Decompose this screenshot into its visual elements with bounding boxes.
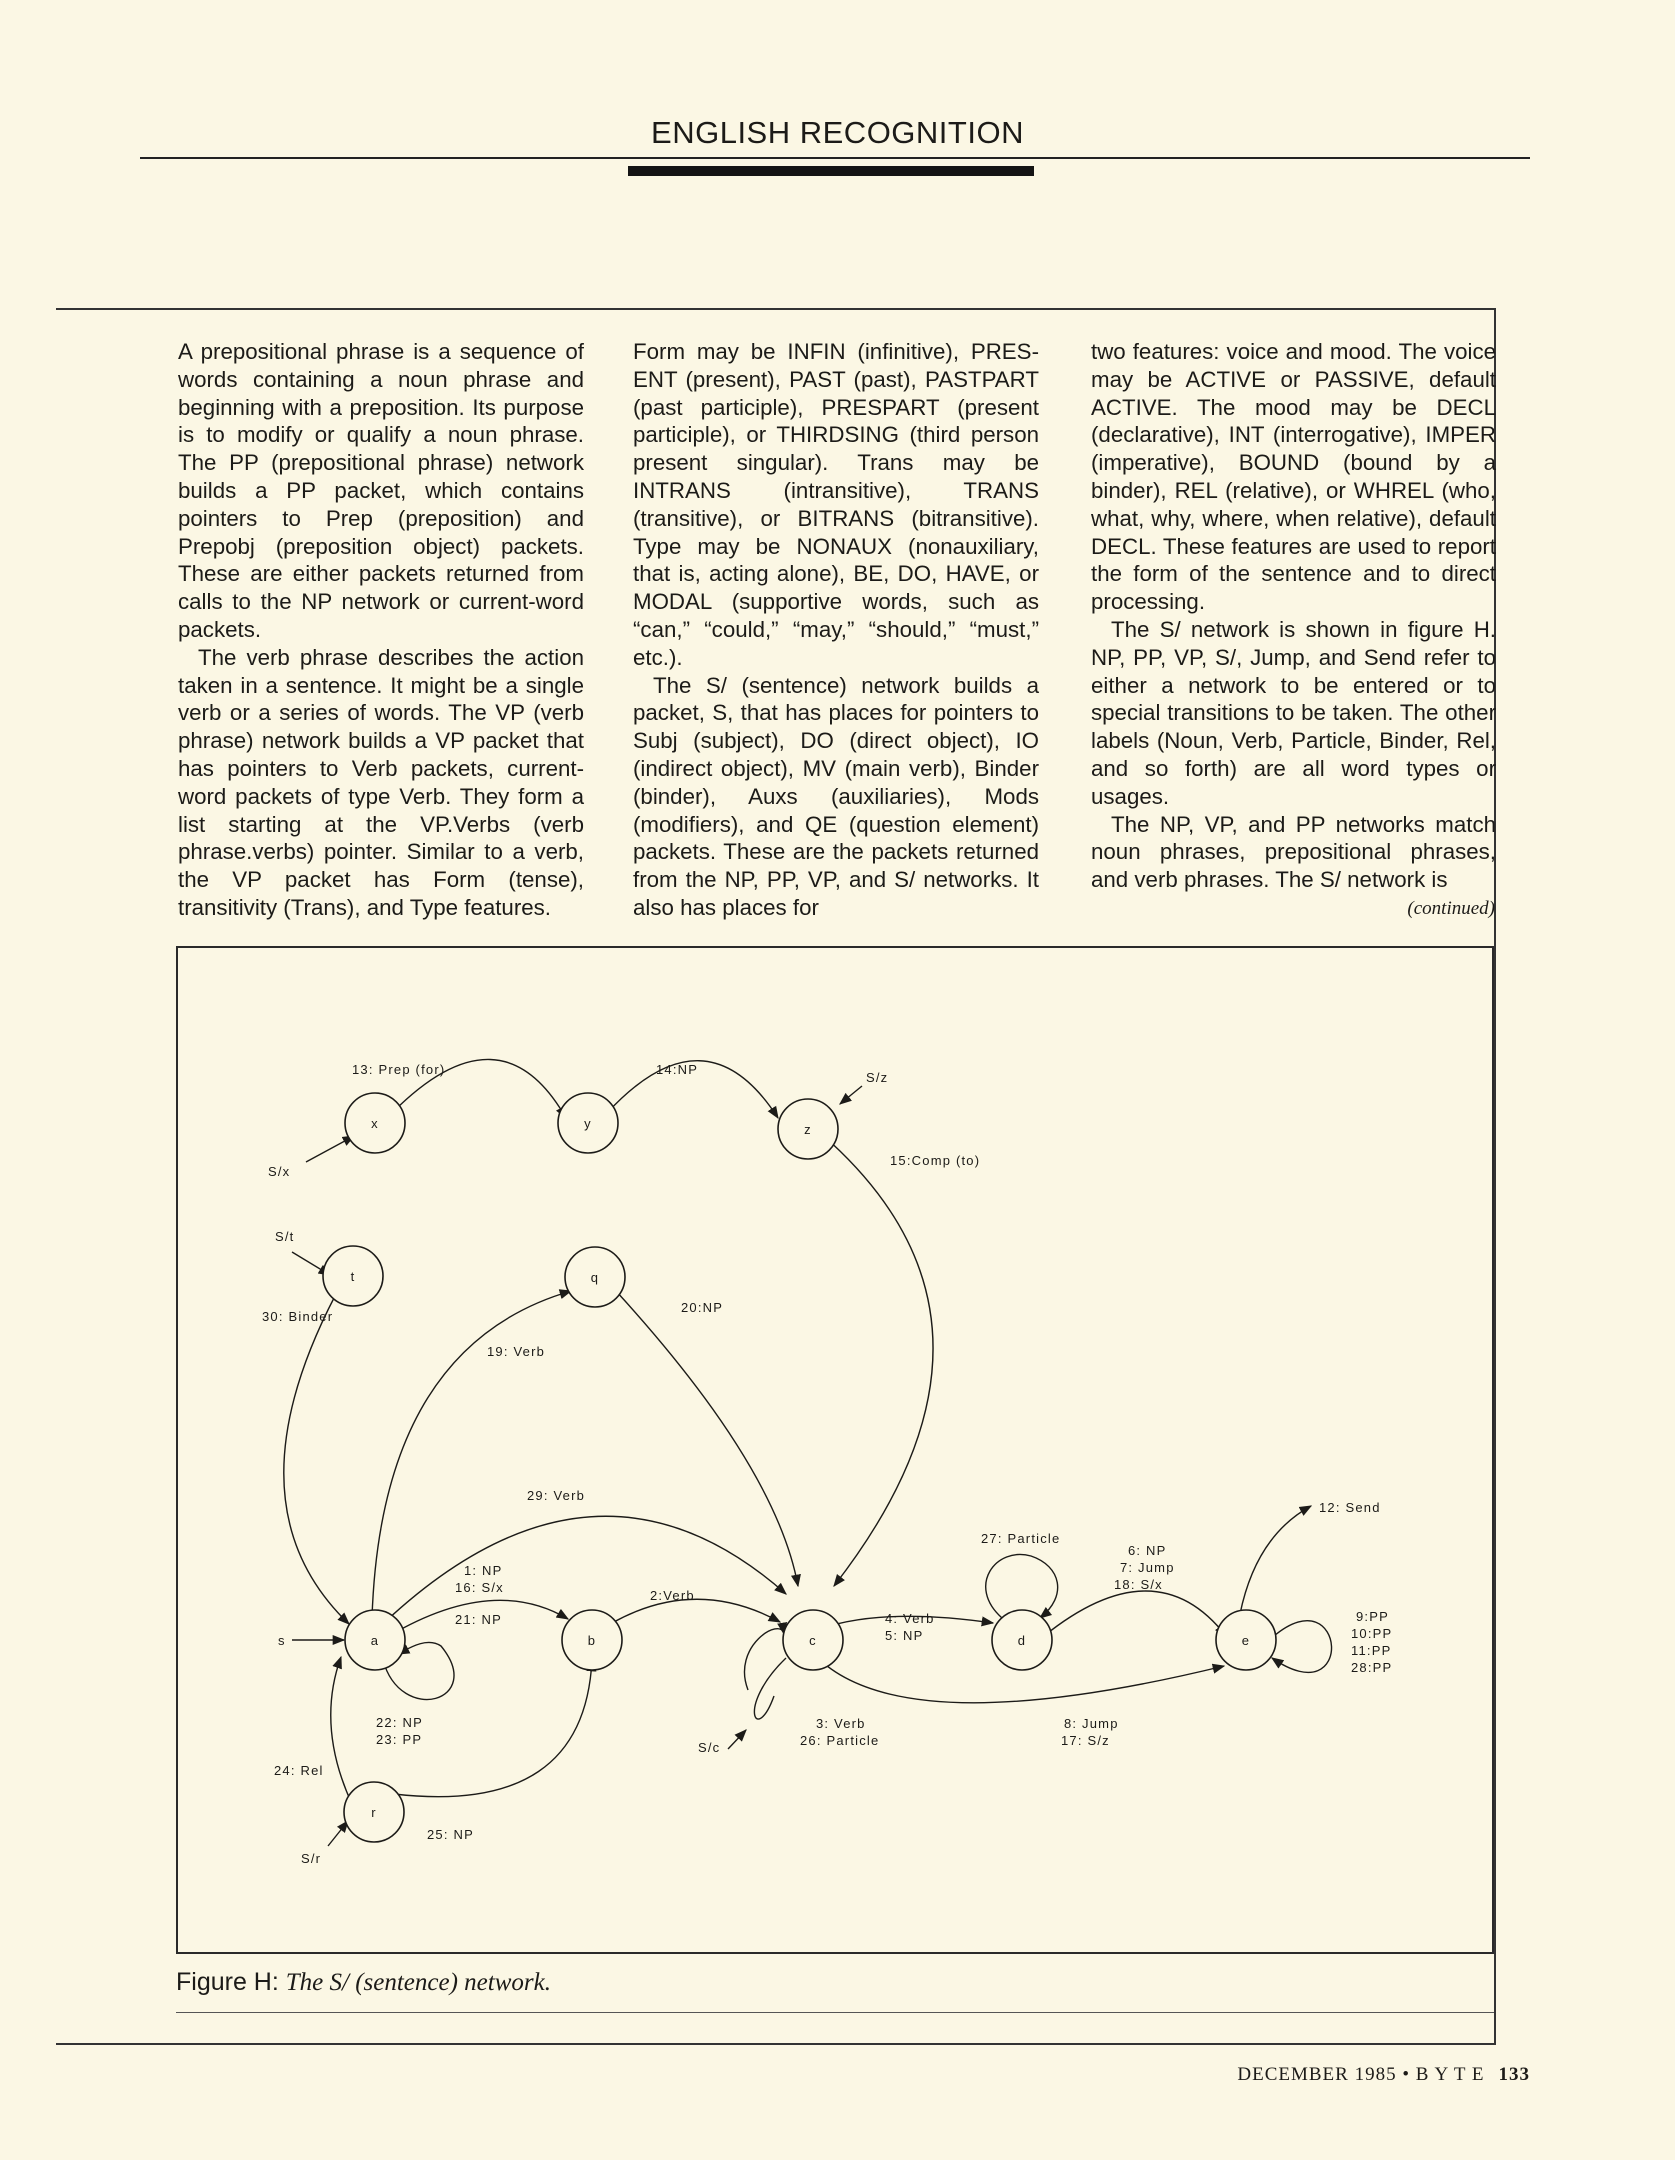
node-c-label: c: [809, 1633, 817, 1648]
arc-r-b: [394, 1660, 592, 1797]
node-q-label: q: [590, 1270, 600, 1285]
label-verb2: 2:Verb: [650, 1588, 695, 1603]
arc-d-e: [1044, 1591, 1226, 1636]
label-sr: S/r: [301, 1851, 322, 1866]
label-st: S/t: [275, 1229, 295, 1244]
paragraph: A prepositional phrase is a sequence of words containing a noun phrase and beginning with a preposition. Its purpose is to modify or qualify a noun phrase. The PP (prepositional phrase) network builds a PP packet, which contains pointers to Prep (preposition) and Prepobj (preposition object) packets. These are either packets returned from calls to the NP network or current-word packets.: [178, 339, 584, 642]
label-np1: 1: NP: [464, 1563, 503, 1578]
arc-t-a: [284, 1296, 349, 1624]
label-jump8: 8: Jump: [1064, 1716, 1119, 1731]
label-pp10: 10:PP: [1351, 1626, 1393, 1641]
loop-d: [986, 1554, 1058, 1618]
text-column-1: [178, 338, 584, 922]
node-b-label: b: [587, 1633, 597, 1648]
paragraph: The NP, VP, and PP networks match noun phrases, prepositional phrases, and verb phrases. The S/ network is: [1091, 811, 1496, 893]
label-pp28: 28:PP: [1351, 1660, 1393, 1675]
caption-label: Figure H:: [176, 1968, 279, 1996]
label-pp11: 11:PP: [1351, 1643, 1392, 1658]
label-particle27: 27: Particle: [981, 1531, 1061, 1546]
loop-e: [1272, 1621, 1332, 1673]
arc-e-send: [1240, 1506, 1311, 1614]
label-np5: 5: NP: [885, 1628, 924, 1643]
text-column-3: [1091, 338, 1496, 894]
label-sx18: 18: S/x: [1114, 1577, 1163, 1592]
node-z-label: z: [804, 1122, 812, 1137]
arrow-sz: [840, 1086, 862, 1104]
node-e-label: e: [1241, 1633, 1251, 1648]
header-rule: [140, 157, 1530, 159]
label-pp23: 23: PP: [376, 1732, 423, 1747]
loop-c-2: [744, 1629, 784, 1690]
label-verb29: 29: Verb: [527, 1488, 586, 1503]
arc-z-c: [826, 1138, 933, 1586]
label-sz17: 17: S/z: [1061, 1733, 1110, 1748]
label-particle26: 26: Particle: [800, 1733, 880, 1748]
paragraph: two features: voice and mood. The voice may be ACTIVE or PASSIVE, default ACTIVE. The mood may be DECL (declarative), INT (interrogative), IMPER (imperative), BOUND (bound by a binder), REL (relative), or WHREL (who, what, why, where, when relative), default DECL. These features are used to report the form of the sentence and to direct processing.: [1091, 339, 1496, 615]
label-np21: 21: NP: [455, 1612, 502, 1627]
arc-b-c: [612, 1599, 780, 1623]
figure-caption: [176, 1968, 551, 1997]
label-np22: 22: NP: [376, 1715, 423, 1730]
label-s: s: [278, 1633, 286, 1648]
node-y-label: y: [584, 1116, 592, 1131]
label-rel24: 24: Rel: [274, 1763, 324, 1778]
arrow-sr: [328, 1821, 348, 1846]
label-binder: 30: Binder: [262, 1309, 334, 1324]
arrow-sx: [306, 1136, 354, 1162]
frame-bottom-rule: [56, 2043, 1496, 2045]
paragraph: The S/ network is shown in figure H. NP, PP, VP, S/, Jump, and Send refer to either a network to be entered or to special transitions to be taken. The other labels (Noun, Verb, Particle, Binder, Rel, and so forth) are all word types or usages.: [1091, 616, 1496, 809]
label-prep-for: 13: Prep (for): [352, 1062, 446, 1077]
page-number: 133: [1498, 2064, 1530, 2085]
node-x-label: x: [371, 1116, 379, 1131]
arc-r-a: [331, 1657, 352, 1804]
caption-rule: [176, 2012, 1494, 2013]
continued-note: (continued): [1407, 898, 1495, 919]
arc-a-c-29: [386, 1516, 786, 1621]
paragraph: The S/ (sentence) network builds a packet, S, that has places for pointers to Subj (subject), DO (direct object), IO (indirect object), MV (main verb), Binder (binder), Auxs (auxiliaries), Mods (modifiers), and QE (question element) packets. These are the packets returned from the NP, PP, VP, and S/ networks. It also has places for: [633, 672, 1039, 920]
paragraph: Form may be INFIN (infinitive), PRESENT (present), PAST (past), PASTPART (past participle), PRESPART (present participle), or THIRDSING (third person present singular). Trans may be INTRANS (intransitive), TRANS (transitive), or BITRANS (bitransitive). Type may be NONAUX (nonauxiliary, that is, acting alone), BE, DO, HAVE, or MODAL (supportive words, such as “can,” “could,” “may,” “should,” “must,” etc.).: [633, 339, 1039, 670]
text-column-2: [633, 338, 1039, 922]
arc-q-c: [616, 1291, 798, 1586]
page-footer: [1100, 2064, 1530, 2086]
label-np20: 20:NP: [681, 1300, 724, 1315]
label-np6: 6: NP: [1128, 1543, 1167, 1558]
caption-text: The S/ (sentence) network.: [285, 1969, 551, 1996]
label-sc: S/c: [698, 1740, 721, 1755]
label-pp9: 9:PP: [1356, 1609, 1389, 1624]
label-jump7: 7: Jump: [1120, 1560, 1175, 1575]
running-header: ENGLISH RECOGNITION: [651, 115, 1024, 150]
sentence-network-diagram: [176, 946, 1494, 1954]
label-sx16: 16: S/x: [455, 1580, 504, 1595]
frame-top-rule: [56, 308, 1496, 310]
node-d-label: d: [1017, 1633, 1027, 1648]
label-comp-to: 15:Comp (to): [890, 1153, 981, 1168]
header-bar: [628, 166, 1034, 176]
issue-line: DECEMBER 1985 • B Y T E: [1237, 2064, 1485, 2085]
loop-c: [754, 1658, 786, 1719]
label-sz: S/z: [866, 1070, 889, 1085]
label-verb19: 19: Verb: [487, 1344, 546, 1359]
label-verb4: 4: Verb: [885, 1611, 935, 1626]
node-t-label: t: [350, 1269, 356, 1284]
arrow-sc: [728, 1730, 746, 1749]
label-sx: S/x: [268, 1164, 291, 1179]
node-a-label: a: [370, 1633, 380, 1648]
label-verb3: 3: Verb: [816, 1716, 866, 1731]
node-r-label: r: [371, 1805, 377, 1820]
label-np25: 25: NP: [427, 1827, 474, 1842]
label-np14: 14:NP: [656, 1062, 699, 1077]
label-send: 12: Send: [1319, 1500, 1381, 1515]
paragraph: The verb phrase describes the action taken in a sentence. It might be a single verb or a series of words. The VP (verb phrase) network builds a VP packet that has pointers to Verb packets, current-word packets of type Verb. They form a list starting at the VP.Verbs (verb phrase.verbs) pointer. Similar to a verb, the VP packet has Form (tense), transitivity (Trans), and Type features.: [178, 644, 584, 920]
